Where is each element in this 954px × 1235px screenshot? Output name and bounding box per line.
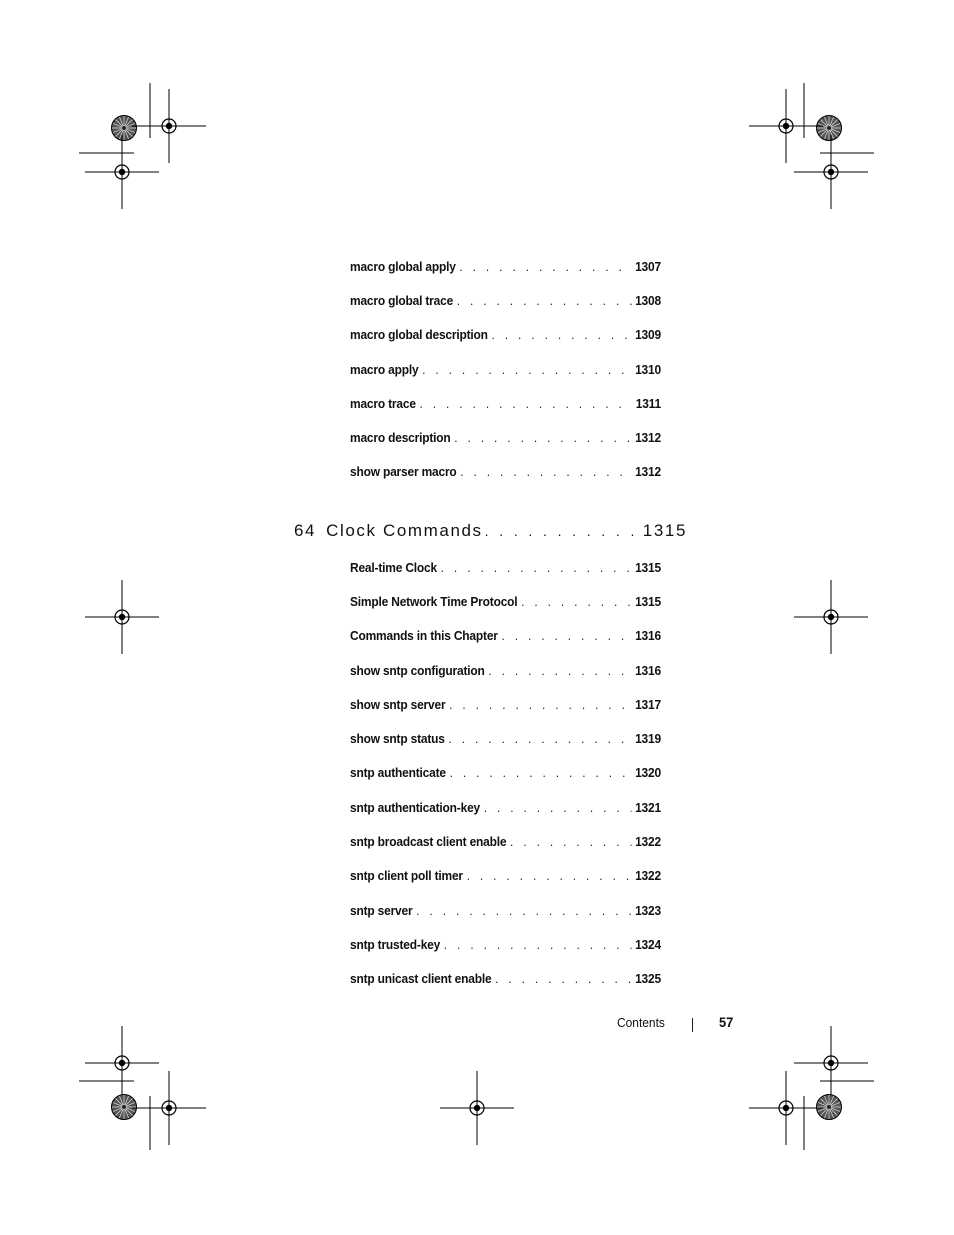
dot-leader <box>448 731 631 746</box>
dot-leader <box>501 628 631 643</box>
toc-entry-page: 1324 <box>635 937 661 952</box>
chapter-page: 1315 <box>642 521 687 540</box>
toc-entry-show-sntp-configuration[interactable] <box>350 663 661 683</box>
toc-entry-page: 1315 <box>635 560 661 575</box>
dot-leader <box>457 293 632 308</box>
toc-entry-commands-in-this-chapter[interactable] <box>350 628 661 648</box>
toc-entry-page: 1309 <box>635 327 661 342</box>
toc-entry-show-sntp-status[interactable] <box>350 731 661 751</box>
toc-entry-show-sntp-server[interactable] <box>350 697 661 717</box>
toc-entry-sntp-authenticate[interactable] <box>350 765 661 785</box>
dot-leader <box>444 937 632 952</box>
toc-entry-title: sntp authenticate <box>350 765 446 780</box>
dot-leader <box>422 362 631 377</box>
toc-entry-page: 1315 <box>635 594 661 609</box>
toc-entry-page: 1320 <box>635 765 661 780</box>
toc-entry-page: 1322 <box>635 834 661 849</box>
toc-entry-title: Real-time Clock <box>350 560 437 575</box>
toc-entry-page: 1316 <box>635 628 661 643</box>
chapter-title: Clock Commands <box>326 521 483 540</box>
footer-divider <box>692 1018 693 1032</box>
toc-entry-title: sntp server <box>350 903 413 918</box>
toc-entry-title: show parser macro <box>350 464 457 479</box>
toc-entry-macro-global-apply[interactable] <box>350 259 661 279</box>
footer-page-number: 57 <box>719 1014 734 1030</box>
toc-entry-title: sntp trusted-key <box>350 937 441 952</box>
toc-entry-macro-description[interactable] <box>350 430 661 450</box>
toc-entry-page: 1307 <box>635 259 661 274</box>
toc-entry-sntp-client-poll-timer[interactable] <box>350 868 661 888</box>
dot-leader <box>467 868 632 883</box>
dot-leader <box>488 663 631 678</box>
toc-entry-title: Commands in this Chapter <box>350 628 498 643</box>
toc-entry-sntp-authentication-key[interactable] <box>350 800 661 820</box>
toc-entry-title: sntp unicast client enable <box>350 971 492 986</box>
toc-entry-title: Simple Network Time Protocol <box>350 594 518 609</box>
toc-entry-page: 1317 <box>635 697 661 712</box>
toc-entry-title: sntp broadcast client enable <box>350 834 507 849</box>
toc-entry-title: macro global description <box>350 327 488 342</box>
dot-leader <box>416 903 631 918</box>
dot-leader <box>485 523 637 539</box>
dot-leader <box>419 396 632 411</box>
toc-entry-page: 1308 <box>635 293 661 308</box>
toc-entry-title: macro description <box>350 430 451 445</box>
toc-entry-simple-network-time-protocol[interactable] <box>350 594 661 614</box>
toc-chapter-clock-commands[interactable] <box>294 521 687 545</box>
toc-entry-page: 1325 <box>635 971 661 986</box>
toc-entry-page: 1322 <box>635 868 661 883</box>
footer-section-label: Contents <box>617 1015 665 1030</box>
dot-leader <box>450 765 632 780</box>
toc-entry-page: 1321 <box>635 800 661 815</box>
toc-entry-sntp-unicast-client-enable[interactable] <box>350 971 661 991</box>
dot-leader <box>521 594 631 609</box>
toc-entry-page: 1323 <box>635 903 661 918</box>
toc-entry-real-time-clock[interactable] <box>350 560 661 580</box>
toc-entry-sntp-broadcast-client-enable[interactable] <box>350 834 661 854</box>
toc-entry-macro-apply[interactable] <box>350 362 661 382</box>
toc-entry-title: show sntp server <box>350 697 446 712</box>
toc-entry-macro-global-description[interactable] <box>350 327 661 347</box>
toc-entry-title: show sntp status <box>350 731 445 746</box>
dot-leader <box>484 800 632 815</box>
toc-entry-sntp-trusted-key[interactable] <box>350 937 661 957</box>
toc-entry-page: 1316 <box>635 663 661 678</box>
chapter-number: 64 <box>294 521 317 540</box>
toc-entry-page: 1310 <box>635 362 661 377</box>
toc-entry-title: sntp authentication-key <box>350 800 481 815</box>
dot-leader <box>495 971 631 986</box>
dot-leader <box>454 430 631 445</box>
toc-entry-sntp-server[interactable] <box>350 903 661 923</box>
toc-entry-title: macro global trace <box>350 293 454 308</box>
toc-entry-page: 1319 <box>635 731 661 746</box>
toc-entry-page: 1312 <box>635 430 661 445</box>
dot-leader <box>441 560 632 575</box>
toc-entry-title: macro trace <box>350 396 416 411</box>
toc-entry-title: macro apply <box>350 362 419 377</box>
toc-entry-macro-trace[interactable] <box>350 396 661 416</box>
dot-leader <box>510 834 631 849</box>
dot-leader <box>460 464 631 479</box>
toc-entry-page: 1311 <box>635 396 661 411</box>
toc-entry-title: macro global apply <box>350 259 456 274</box>
dot-leader <box>459 259 631 274</box>
dot-leader <box>491 327 631 342</box>
toc-entry-macro-global-trace[interactable] <box>350 293 661 313</box>
dot-leader <box>449 697 631 712</box>
toc-entry-title: sntp client poll timer <box>350 868 463 883</box>
toc-entry-page: 1312 <box>635 464 661 479</box>
toc-entry-title: show sntp configuration <box>350 663 485 678</box>
toc-entry-show-parser-macro[interactable] <box>350 464 661 484</box>
